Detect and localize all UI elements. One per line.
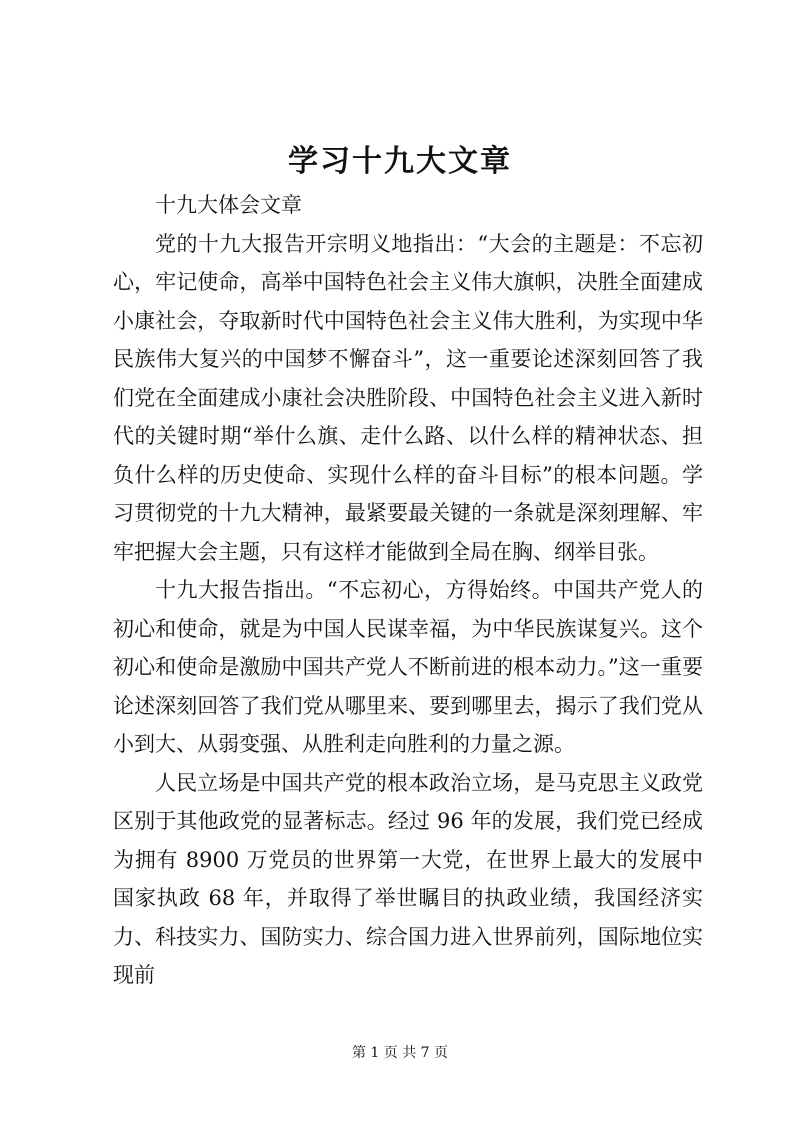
page-title: 学习十九大文章 — [288, 144, 512, 179]
page-footer: 第 1 页 共 7 页 — [351, 1045, 449, 1061]
subtitle: 十九大体会文章 — [155, 193, 302, 217]
paragraph-1: 党的十九大报告开宗明义地指出：“大会的主题是：不忘初心，牢记使命，高举中国特色社会主义伟大旗帜，决胜全面建成小康社会，夺取新时代中国特色社会主义伟大胜利，为实现中华民族伟大复兴的中国梦不懈奋斗”，这一重要论述深刻回答了我们党在全面建成小康社会决胜阶段、中国特色社会主义进入新时代的关键时期“举什么旗、走什么路、以什么样的精神状态、担负什么样的历史使命、实现什么样的奋斗目标”的根本问题。学习贯彻党的十九大精神，最紧要最关键的一条就是深刻理解、牢牢把握大会主题，只有这样才能做到全局在胸、纲举目张。 — [113, 231, 703, 564]
paragraph-3: 人民立场是中国共产党的根本政治立场，是马克思主义政党区别于其他政党的显著标志。经过 96 年的发展，我们党已经成为拥有 8900 万党员的世界第一大党，在世界上最大的发展中国家执政 68 年，并取得了举世瞩目的执政业绩，我国经济实力、科技实力、国防实力、综合国力进入世界前列，国际地位实现前 — [113, 770, 703, 987]
document-body — [113, 186, 703, 995]
paragraph-2: 十九大报告指出。“不忘初心，方得始终。中国共产党人的初心和使命，就是为中国人民谋幸福，为中华民族谋复兴。这个初心和使命是激励中国共产党人不断前进的根本动力。”这一重要论述深刻回答了我们党从哪里来、要到哪里去，揭示了我们党从小到大、从弱变强、从胜利走向胜利的力量之源。 — [113, 578, 703, 756]
